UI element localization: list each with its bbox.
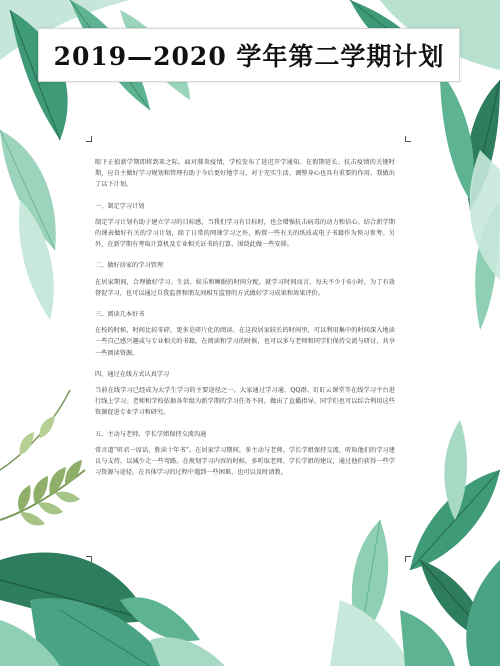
- bottom-left-leaves-icon: [0, 553, 225, 666]
- title-banner: [38, 28, 460, 82]
- crop-mark-top-right: [405, 136, 411, 142]
- left-fern-icon: [0, 390, 85, 526]
- section-paragraph: 常言道“听君一席话，胜读十年书”。在居家学习期间，多主动与老师、学长学姐保持交流，听取他们的学习建议与支持，以减少走一些弯路。在规划学习内容的时候，多听取老师、学长学姐的建议，通过他们获得一些学习资源与途径。在具体学习的过程中遇到一些困难，也可以及时请教。: [95, 446, 395, 477]
- document-title: 2019—2020 学年第二学期计划: [53, 42, 445, 71]
- section-heading: 五、主动与老师、学长学姐保持交流沟通: [95, 430, 207, 438]
- section-paragraph: 在校的时候，时间比较零碎，更多是碎片化的阅读。在这段居家较长的时间里，可以利用集中的时间深入地读一些自己感兴趣或与专业相关的书籍。在阅读和学习的时候，也可以多与老师和同学们保持交流与研讨，共享一些阅读资源。: [95, 327, 395, 357]
- section-heading: 二、做好居家的学习管理: [95, 262, 164, 270]
- section-heading: 一、制定学习计划: [95, 202, 145, 210]
- intro-paragraph: 眼下正值新学期即将到来之际，面对肺炎疫情，学校发布了延迟开学通知。在假期延长、抗击疫情的关键时期，应自主做好学习规划和管理有助于今后更好地学习，对于充实生活、调整身心也具有重要的作用。我做出了以下计划。: [95, 159, 395, 189]
- section-heading: 三、阅读几本好书: [95, 311, 145, 319]
- document-body: [95, 157, 395, 478]
- section-paragraph: 制定学习计划有助于建立学习的目标感，当我们学习有目标时，也会增强抗击病毒的动力和信心。结合新学期的课表做好有关的学习计划，除了日常的网课学习之外，购置一些有关的纸质或电子书籍作为预习参考。另外，在新学期有考取计算机及专业相关证书的打算，围绕此做一些安排。: [95, 218, 395, 249]
- section-heading: 四、通过在线方式认真学习: [95, 370, 170, 378]
- crop-mark-bottom-left: [86, 556, 92, 562]
- crop-mark-bottom-right: [405, 556, 411, 562]
- section-paragraph: 在居家期间，合理做好学习、生活、娱乐和睡眠的时间分配。就学习时间而言，每天不少于6小时。为了有效督促学习，也可以通过自我监督和朋友间相互监督的方式做好学习成果和效果评价。: [95, 278, 395, 297]
- crop-mark-top-left: [86, 136, 92, 142]
- section-paragraph: 当前在线学习已经成为大学生学习的主要途径之一。大家通过学习通、QQ群、盯盯云课堂等在线学习平台进行线上学习。老师和学校依据各年级为新学期的学习任务不同，做出了直播指导。同学们也可以综合利用这些资源促进专业学习和研究。: [95, 387, 395, 417]
